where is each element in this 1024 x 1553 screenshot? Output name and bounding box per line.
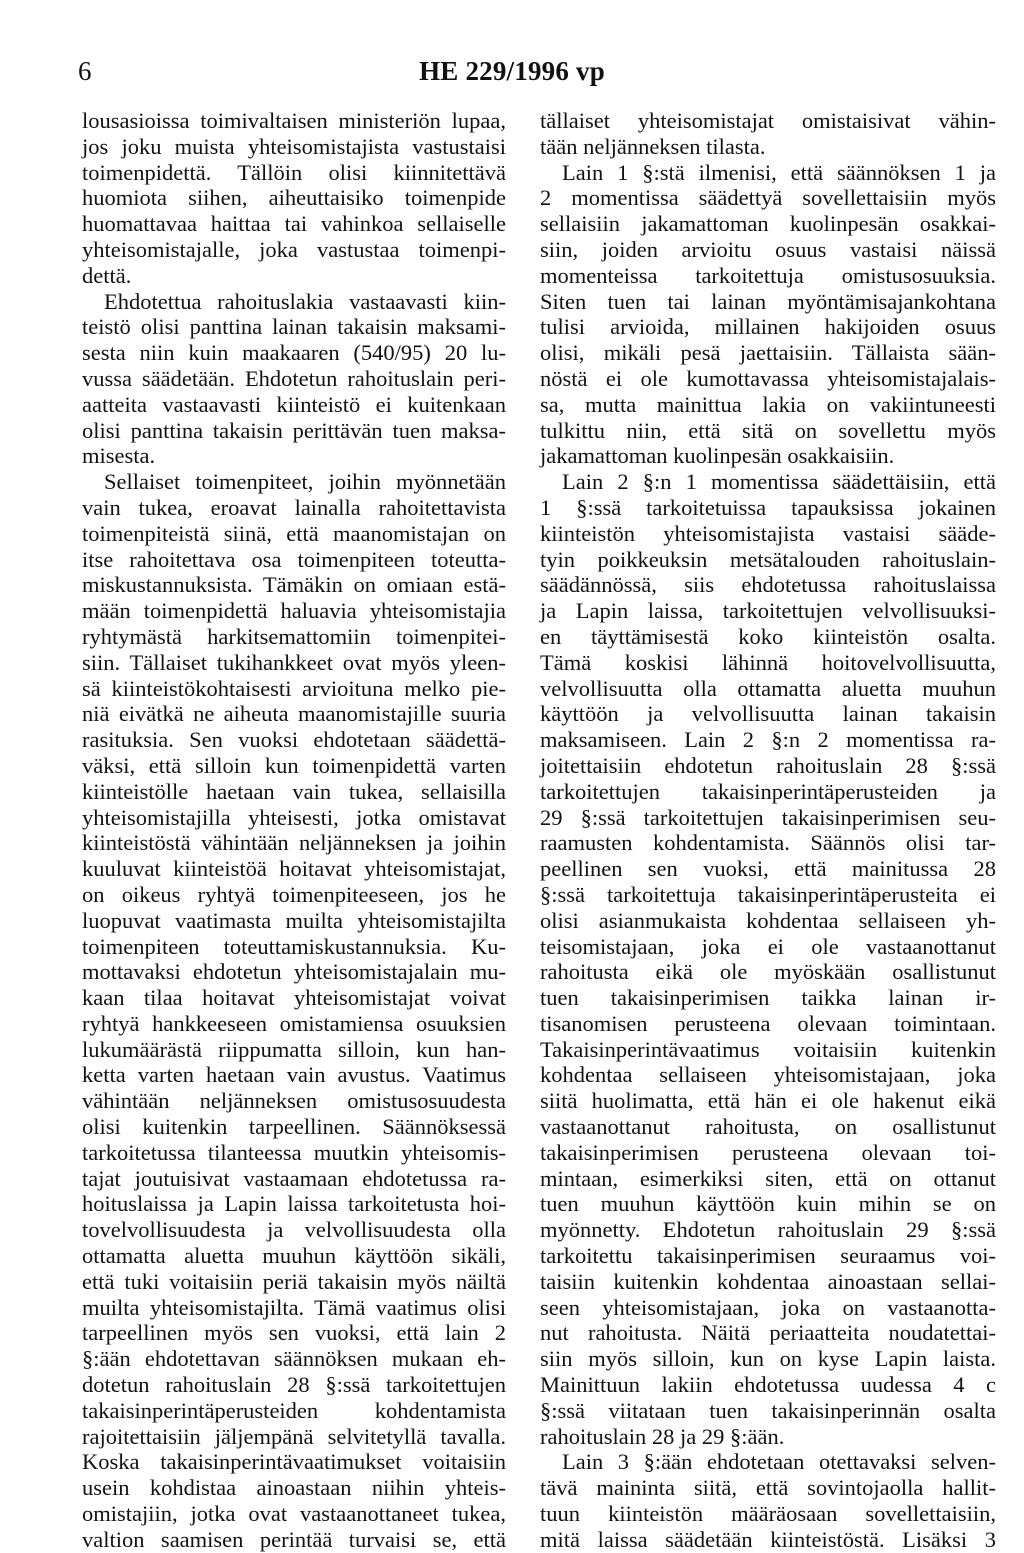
- text-line: tarpeellinen myös sen vuoksi, että lain 2: [82, 1320, 506, 1346]
- text-line: takaisinperintäperusteiden kohdentamista: [82, 1397, 506, 1423]
- text-line: kohdentaa sellaiseen yhteisomistajaan, joka: [540, 1062, 996, 1088]
- text-line: mitä laissa säädetään kiinteistöstä. Lisäksi 3: [540, 1526, 996, 1552]
- text-line: aatteita vastaavasti kiinteistö ei kuitenkaan: [82, 391, 506, 417]
- text-line: Ehdotettua rahoituslakia vastaavasti kiin-: [104, 288, 506, 314]
- text-line: ketta varten haetaan vain avustus. Vaatimus: [82, 1062, 506, 1088]
- text-line: on oikeus ryhtyä toimenpiteeseen, jos he: [82, 881, 506, 907]
- text-line: kiinteistön yhteisomistajista vastaisi sääde-: [540, 520, 996, 546]
- text-line: vussa säädetään. Ehdotetun rahoituslain peri-: [82, 365, 506, 391]
- text-line: 2 momentissa säädettyä sovellettaisiin myös: [540, 185, 996, 211]
- text-line: itse rahoitettava osa toimenpiteen toteutta-: [82, 546, 506, 572]
- text-line: yhteisomistajalle, joka vastustaa toimenpi-: [82, 236, 506, 262]
- text-line: en täyttämisestä koko kiinteistön osalta.: [540, 623, 996, 649]
- text-line: misesta.: [82, 443, 156, 469]
- text-line: ryhtyä hankkeeseen omistamiensa osuuksien: [82, 1010, 506, 1036]
- text-line: miskustannuksista. Tämäkin on omiaan estä-: [82, 572, 506, 598]
- text-line: olisi, mikäli pesä jaettaisiin. Tällaista sään-: [540, 340, 996, 366]
- text-line: siitä huolimatta, että hän ei ole hakenut eikä: [540, 1088, 996, 1114]
- text-line: mään toimenpidettä haluavia yhteisomistajia: [82, 598, 506, 624]
- text-line: toimenpidettä. Tällöin olisi kiinnitettävä: [82, 159, 506, 185]
- text-line: luopuvat vaatimasta muilta yhteisomistajilta: [82, 907, 506, 933]
- text-line: toimenpiteen toteuttamiskustannuksia. Ku-: [82, 933, 506, 959]
- running-head: HE 229/1996 vp: [419, 56, 605, 86]
- text-line: §:ään ehdotettavan säännöksen mukaan eh-: [82, 1346, 506, 1372]
- text-line: ottamatta aluetta muuhun käyttöön sikäli,: [82, 1243, 506, 1269]
- text-line: mintaan, esimerkiksi siten, että on ottanut: [540, 1165, 996, 1191]
- text-line: olisi panttina takaisin perittävän tuen maksa-: [82, 417, 506, 443]
- text-line: tarkoitettujen takaisinperintäperusteiden ja: [540, 778, 996, 804]
- text-line: tävä maininta siitä, että sovintojaolla hallit-: [540, 1475, 996, 1501]
- text-line: tällaiset yhteisomistajat omistaisivat vähin-: [540, 108, 996, 133]
- text-line: huomattavaa haittaa tai vahinkoa sellaiselle: [82, 211, 506, 237]
- text-line: säädännössä, siis ehdotetussa rahoituslaissa: [540, 572, 996, 598]
- text-line: Koska takaisinperintävaatimukset voitaisiin: [82, 1449, 506, 1475]
- text-line: valtion saamisen perintää turvaisi se, että: [82, 1526, 506, 1552]
- text-line: tään neljänneksen tilasta.: [540, 133, 766, 159]
- text-line: vastaanottanut rahoitusta, on osallistunut: [540, 1114, 996, 1140]
- text-line: tuen takaisinperimisen taikka lainan ir-: [540, 985, 996, 1011]
- text-line: omistajiin, jotka ovat vastaanottaneet tukea,: [82, 1501, 506, 1527]
- page-number: 6: [78, 56, 92, 86]
- text-line: dettä.: [82, 262, 132, 288]
- text-line: tulisi arvioida, millainen hakijoiden osuus: [540, 314, 996, 340]
- text-line: käyttöön ja velvollisuutta lainan takaisin: [540, 701, 996, 727]
- text-line: sellaisiin jakamattoman kuolinpesän osakkai-: [540, 211, 996, 237]
- text-line: momenteissa tarkoitettuja omistusosuuksia.: [540, 262, 996, 288]
- text-line: hoituslaissa ja Lapin laissa tarkoitetusta hoi-: [82, 1191, 506, 1217]
- text-line: rasituksia. Sen vuoksi ehdotetaan säädettä-: [82, 727, 506, 753]
- text-line: Siten tuen tai lainan myöntämisajankohtana: [540, 288, 996, 314]
- left-text-column: [82, 108, 506, 1553]
- text-line: sesta niin kuin maakaaren (540/95) 20 lu-: [82, 340, 506, 366]
- text-line: §:ssä viitataan tuen takaisinperinnän osalta: [540, 1397, 996, 1423]
- text-line: Mainittuun lakiin ehdotetussa uudessa 4 c: [540, 1372, 996, 1398]
- text-line: kuuluvat kiinteistöä hoitavat yhteisomistajat,: [82, 856, 506, 882]
- text-line: että tuki voitaisiin periä takaisin myös näiltä: [82, 1268, 506, 1294]
- text-line: tovelvollisuudesta ja velvollisuudesta olla: [82, 1217, 506, 1243]
- text-line: maksamiseen. Lain 2 §:n 2 momentissa ra-: [540, 727, 996, 753]
- text-line: yhteisomistajilla yhteisesti, jotka omistavat: [82, 804, 506, 830]
- text-line: tisanomisen perusteena olevaan toimintaan.: [540, 1010, 996, 1036]
- text-line: jos joku muista yhteisomistajista vastustaisi: [82, 133, 506, 159]
- text-line: vain tukea, eroavat lainalla rahoitettavista: [82, 494, 506, 520]
- text-line: tuun kiinteistön määräosaan sovellettaisiin,: [540, 1501, 996, 1527]
- text-line: 1 §:ssä tarkoitetuissa tapauksissa jokainen: [540, 494, 996, 520]
- text-line: rajoitettaisiin jäljempänä selvitetyllä tavalla.: [82, 1423, 506, 1449]
- text-line: ryhtymästä harkitsemattomiin toimenpitei-: [82, 623, 506, 649]
- text-line: siin myös silloin, kun on kyse Lapin laista.: [540, 1346, 996, 1372]
- right-text-column: [540, 108, 996, 1553]
- text-line: Lain 1 §:stä ilmenisi, että säännöksen 1 ja: [562, 159, 996, 185]
- text-line: teisomistajaan, joka ei ole vastaanottanut: [540, 933, 996, 959]
- text-line: vähintään neljänneksen omistusosuudesta: [82, 1088, 506, 1114]
- text-line: sä kiinteistökohtaisesti arvioituna melko pie-: [82, 675, 506, 701]
- text-line: peellinen sen vuoksi, että mainitussa 28: [540, 856, 996, 882]
- text-line: olisi asianmukaista kohdentaa sellaiseen yh-: [540, 907, 996, 933]
- text-line: seen yhteisomistajaan, joka on vastaanotta-: [540, 1294, 996, 1320]
- text-line: kiinteistöstä vähintään neljänneksen ja joihin: [82, 830, 506, 856]
- text-line: siin. Tällaiset tukihankkeet ovat myös yleen-: [82, 649, 506, 675]
- text-line: niä eivätkä ne aiheuta maanomistajille suuria: [82, 701, 506, 727]
- text-line: kaan tilaa hoitavat yhteisomistajat voivat: [82, 985, 506, 1011]
- text-line: tarkoitettu takaisinperimisen seuraamus voi-: [540, 1243, 996, 1269]
- text-line: joitettaisiin ehdotetun rahoituslain 28 §:ssä: [540, 752, 996, 778]
- text-line: tulkittu niin, että sitä on sovellettu myös: [540, 417, 996, 443]
- text-line: nut rahoitusta. Näitä periaatteita noudatettai-: [540, 1320, 996, 1346]
- text-line: taisiin kuitenkin kohdentaa ainoastaan sellai-: [540, 1268, 996, 1294]
- text-line: takaisinperimisen perusteena olevaan toi-: [540, 1139, 996, 1165]
- text-line: Lain 3 §:ään ehdotetaan otettavaksi selven-: [562, 1449, 996, 1475]
- text-line: §:ssä tarkoitettuja takaisinperintäperusteita ei: [540, 881, 996, 907]
- text-line: raamusten kohdentamista. Säännös olisi tar-: [540, 830, 996, 856]
- text-line: tarkoitetussa tilanteessa muutkin yhteisomis-: [82, 1139, 506, 1165]
- text-line: Lain 2 §:n 1 momentissa säädettäisiin, että: [562, 469, 996, 495]
- text-line: dotetun rahoituslain 28 §:ssä tarkoitettujen: [82, 1372, 506, 1398]
- text-line: mottavaksi ehdotetun yhteisomistajalain mu-: [82, 959, 506, 985]
- text-line: jakamattoman kuolinpesän osakkaisiin.: [540, 443, 895, 469]
- text-line: teistö olisi panttina lainan takaisin maksami-: [82, 314, 506, 340]
- text-line: Sellaiset toimenpiteet, joihin myönnetään: [104, 469, 506, 495]
- text-line: usein kohdistaa ainoastaan niihin yhteis-: [82, 1475, 506, 1501]
- text-line: kiinteistölle haetaan vain tukea, sellaisilla: [82, 778, 506, 804]
- text-line: tyin poikkeuksin metsätalouden rahoituslain-: [540, 546, 996, 572]
- text-line: väksi, että silloin kun toimenpidettä varten: [82, 752, 506, 778]
- text-line: 29 §:ssä tarkoitettujen takaisinperimisen seu-: [540, 804, 996, 830]
- text-line: sa, mutta mainittua lakia on vakiintuneesti: [540, 391, 996, 417]
- text-line: tajat joutuisivat vastaamaan ehdotetussa ra-: [82, 1165, 506, 1191]
- text-line: rahoitusta eikä ole myöskään osallistunut: [540, 959, 996, 985]
- text-line: lukumäärästä riippumatta silloin, kun han-: [82, 1036, 506, 1062]
- text-line: siin, joiden arvioitu osuus vastaisi näissä: [540, 236, 996, 262]
- text-line: lousasioissa toimivaltaisen ministeriön lupaa,: [82, 108, 506, 133]
- text-line: toimenpiteistä siinä, että maanomistajan on: [82, 520, 506, 546]
- text-line: tuen muuhun käyttöön kuin mihin se on: [540, 1191, 996, 1217]
- text-line: ja Lapin laissa, tarkoitettujen velvollisuuksi-: [540, 598, 996, 624]
- text-line: velvollisuutta olla ottamatta aluetta muuhun: [540, 675, 996, 701]
- text-line: nöstä ei ole kumottavassa yhteisomistajalais-: [540, 365, 996, 391]
- text-line: huomiota siihen, aiheuttaisiko toimenpide: [82, 185, 506, 211]
- text-line: Tämä koskisi lähinnä hoitovelvollisuutta,: [540, 649, 996, 675]
- text-line: Takaisinperintävaatimus voitaisiin kuitenkin: [540, 1036, 996, 1062]
- text-line: rahoituslain 28 ja 29 §:ään.: [540, 1423, 785, 1449]
- text-line: muilta yhteisomistajilta. Tämä vaatimus olisi: [82, 1294, 506, 1320]
- text-line: olisi kuitenkin tarpeellinen. Säännöksessä: [82, 1114, 506, 1140]
- text-line: myönnetty. Ehdotetun rahoituslain 29 §:ssä: [540, 1217, 996, 1243]
